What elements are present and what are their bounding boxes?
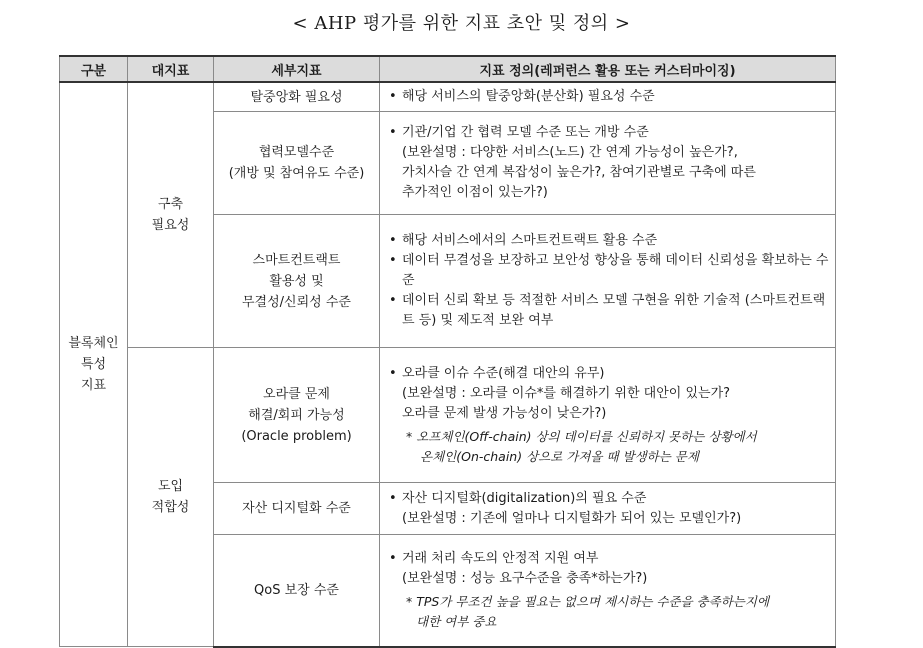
- list-item: • 거래 처리 속도의 안정적 지원 여부: [388, 549, 829, 569]
- page-title: < AHP 평가를 위한 지표 초안 및 정의 >: [292, 13, 631, 34]
- header-detail-indicator: 세부지표: [214, 56, 380, 82]
- list-item: • 자산 디지털화(digitalization)의 필요 수준: [388, 489, 829, 509]
- definition-cell: • 기관/기업 간 협력 모델 수준 또는 개방 수준 (보완설명 : 다양한 서비스(노드) 간 연계 가능성이 높은가?, 가치사슬 간 연계 복잡성이 높은가?, 참여기관별로 구축에 따른 추가적인 이점이 있는가?): [380, 112, 836, 215]
- definition-cell: [380, 215, 836, 348]
- detail-indicator-cell: QoS 보장 수준: [214, 535, 380, 647]
- list-item: • 해당 서비스에서의 스마트컨트랙트 활용 수준: [388, 231, 829, 251]
- list-item: • 오라클 이슈 수준(해결 대안의 유무): [388, 364, 829, 384]
- table-header-row: [60, 56, 836, 82]
- definition-cell: • 오라클 이슈 수준(해결 대안의 유무) (보완설명 : 오라클 이슈*를 해결하기 위한 대안이 있는가? 오라클 문제 발생 가능성이 낮은가?) * 오프체인(Off-chain) 상의 데이터를 신뢰하지 못하는 상황에서 온체인(On-chain) 상으로 가져올 때 발생하는 문제: [380, 348, 836, 483]
- category-cell: 블록체인 특성 지표: [60, 82, 128, 647]
- list-item: • 기관/기업 간 협력 모델 수준 또는 개방 수준: [388, 123, 829, 143]
- list-item: • 데이터 무결성을 보장하고 보안성 향상을 통해 데이터 신뢰성을 확보하는 수준: [388, 251, 829, 291]
- definition-cell: • 자산 디지털화(digitalization)의 필요 수준 (보완설명 : 기존에 얼마나 디지털화가 되어 있는 모델인가?): [380, 483, 836, 535]
- header-definition: 지표 정의(레퍼런스 활용 또는 커스터마이징): [380, 56, 836, 82]
- detail-indicator-cell: 오라클 문제 해결/회피 가능성 (Oracle problem): [214, 348, 380, 483]
- group-cell-adoption: 도입 적합성: [128, 348, 214, 647]
- definition-cell: [380, 82, 836, 112]
- list-item: • 데이터 신뢰 확보 등 적절한 서비스 모델 구현을 위한 기술적 (스마트컨트랙트 등) 및 제도적 보완 여부: [388, 291, 829, 331]
- indicator-table: [59, 55, 836, 648]
- detail-indicator-cell: 협력모델수준 (개방 및 참여유도 수준): [214, 112, 380, 215]
- list-item: • 해당 서비스의 탈중앙화(분산화) 필요성 수준: [388, 87, 829, 107]
- table-row: [60, 348, 836, 483]
- footnote: * 오프체인(Off-chain) 상의 데이터를 신뢰하지 못하는 상황에서 온체인(On-chain) 상으로 가져올 때 발생하는 문제: [406, 428, 757, 464]
- header-category: 구분: [60, 56, 128, 82]
- footnote: * TPS가 무조건 높을 필요는 없으며 제시하는 수준을 충족하는지에 대한 여부 중요: [406, 593, 770, 629]
- table-row: [60, 82, 836, 112]
- detail-indicator-cell: 탈중앙화 필요성: [214, 82, 380, 112]
- definition-cell: • 거래 처리 속도의 안정적 지원 여부 (보완설명 : 성능 요구수준을 충족*하는가?) * TPS가 무조건 높을 필요는 없으며 제시하는 수준을 충족하는지에 대한 여부 중요: [380, 535, 836, 647]
- header-major-indicator: 대지표: [128, 56, 214, 82]
- group-cell-construction: 구축 필요성: [128, 82, 214, 348]
- detail-indicator-cell: 스마트컨트랙트 활용성 및 무결성/신뢰성 수준: [214, 215, 380, 348]
- detail-indicator-cell: 자산 디지털화 수준: [214, 483, 380, 535]
